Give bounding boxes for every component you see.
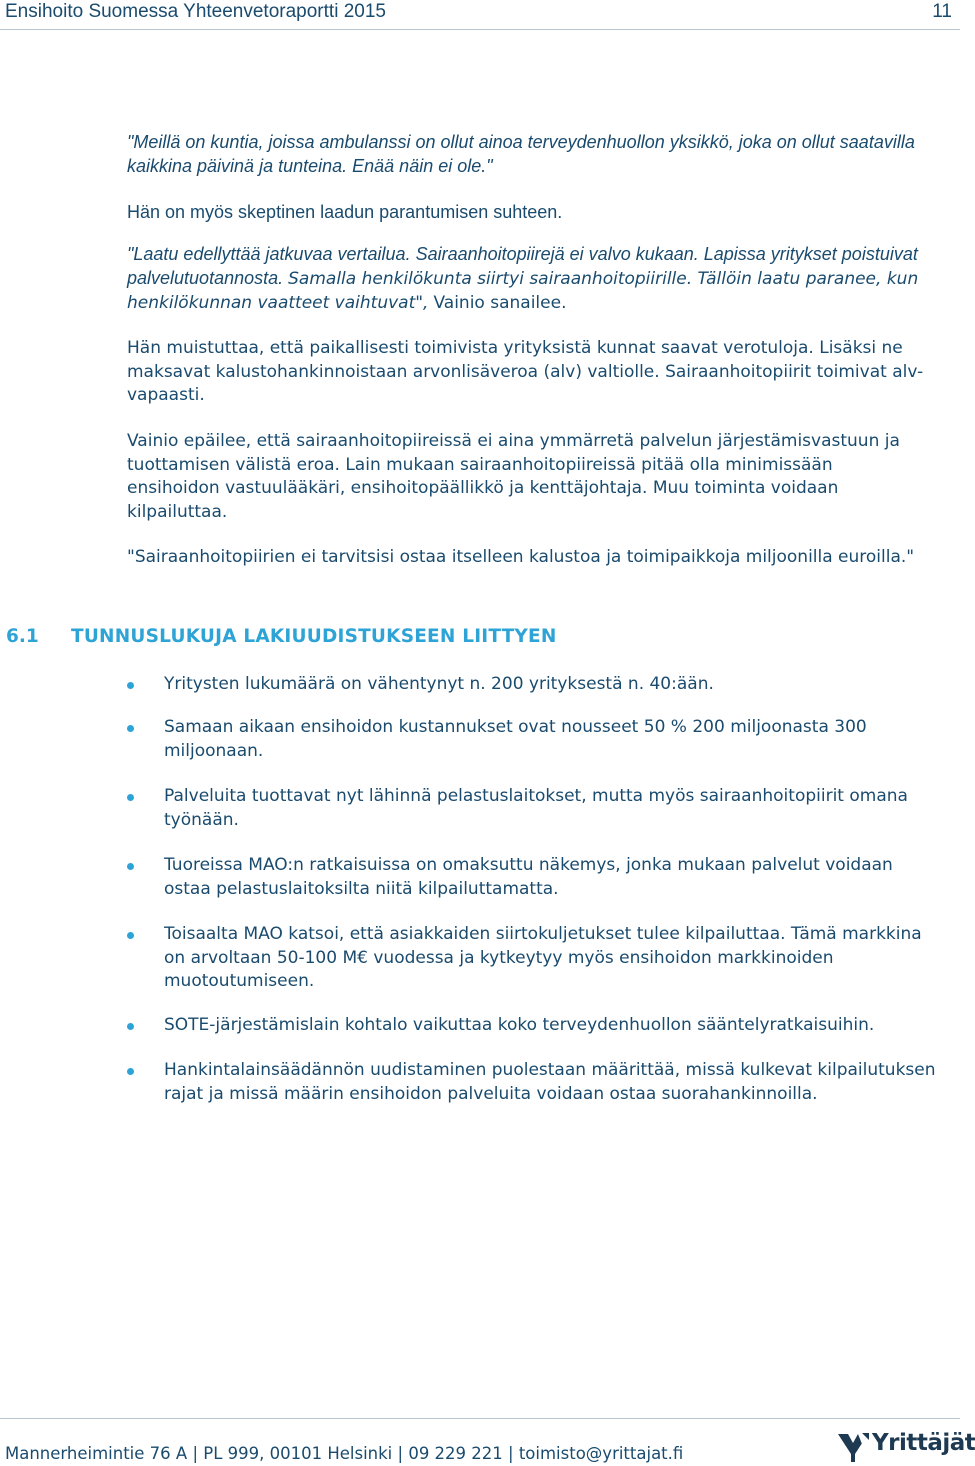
quote-ambulance: "Meillä on kuntia, joissa ambulanssi on ollut ainoa terveydenhuollon yksikkö, joka on ollut saatavilla kaikkina päivinä ja tunteina. Enää näin ei ole." [127, 132, 915, 176]
paragraph-skeptic: Hän on myös skeptinen laadun parantumisen suhteen. [127, 202, 563, 222]
list-item: Hankintalainsäädännön uudistaminen puolestaan määrittää, missä kulkevat kilpailutuksen rajat ja missä määrin ensihoidon palveluita voidaan ostaa suorahankinnoilla. [164, 1060, 936, 1104]
quote-quality-part-a: "Laatu edellyttää jatkuvaa vertailua. Sairaanhoitopiirejä ei valvo kukaan. Lapissa yritykset poistuivat palvelutuotannosta. [127, 244, 918, 288]
bullet-dot [127, 725, 134, 732]
quote-quality-part-b: Samalla henkilökunta siirtyi sairaanhoitopiirille. Tällöin laatu paranee, kun henkilökunnan vaatteet vaihtuvat", [127, 268, 919, 313]
bullet-dot [127, 863, 134, 870]
paragraph-doubt: Vainio epäilee, että sairaanhoitopiireissä ei aina ymmärretä palvelun järjestämisvastuun ja tuottamisen välistä eroa. Lain mukaan sairaanhoitopiireissä pitää olla minimissään ensihoidon vastuulääkäri, ensihoitopäällikkö ja kenttäjohtaja. Muu toiminta voidaan kilpailuttaa. [127, 431, 900, 522]
section-number: 6.1 [6, 626, 39, 647]
logo-mark-icon [836, 1430, 870, 1464]
quote-quality-attribution: Vainio sanailee. [433, 293, 567, 313]
list-item: Palveluita tuottavat nyt lähinnä pelastuslaitokset, mutta myös sairaanhoitopiirit omana työnään. [164, 786, 908, 830]
footer-divider [0, 1418, 960, 1419]
list-item: SOTE-järjestämislain kohtalo vaikuttaa koko terveydenhuollon sääntelyratkaisuihin. [164, 1015, 875, 1035]
paragraph-tax: Hän muistuttaa, että paikallisesti toimivista yrityksistä kunnat saavat verotuloja. Lisäksi ne maksavat kalustohankinnoistaan arvonlisäveroa (alv) valtiolle. Sairaanhoitopiirit toimivat alv-vapaasti. [127, 338, 924, 405]
footer-address: Mannerheimintie 76 A | PL 999, 00101 Helsinki | 09 229 221 | toimisto@yrittajat.fi [5, 1444, 684, 1463]
logo-wordmark: Yrittäjät [872, 1430, 975, 1456]
bullet-dot [127, 794, 134, 801]
list-item: Samaan aikaan ensihoidon kustannukset ovat nousseet 50 % 200 miljoonasta 300 miljoonaan. [164, 717, 867, 761]
bullet-dot [127, 1023, 134, 1030]
bullet-dot [127, 682, 134, 689]
bullet-dot [127, 932, 134, 939]
quote-quality [127, 243, 927, 316]
list-item: Toisaalta MAO katsoi, että asiakkaiden siirtokuljetukset tulee kilpailuttaa. Tämä markkina on arvoltaan 50-100 M€ vuodessa ja kytkeytyy myös ensihoidon markkinoiden muotoutumiseen. [164, 924, 922, 991]
bullet-dot [127, 1068, 134, 1075]
list-item: Tuoreissa MAO:n ratkaisuissa on omaksuttu näkemys, jonka mukaan palvelut voidaan ostaa pelastuslaitoksilta niitä kilpailuttamatta. [164, 855, 893, 899]
paragraph-quote-equipment: "Sairaanhoitopiirien ei tarvitsisi ostaa itselleen kalustoa ja toimipaikkoja miljoonilla euroilla." [127, 547, 915, 567]
list-item: Yritysten lukumäärä on vähentynyt n. 200 yrityksestä n. 40:ään. [164, 674, 714, 694]
document-title: Ensihoito Suomessa Yhteenvetoraportti 2015 [5, 1, 386, 22]
section-title: TUNNUSLUKUJA LAKIUUDISTUKSEEN LIITTYEN [71, 626, 557, 647]
yrittajat-logo [836, 1430, 975, 1466]
header-divider [0, 29, 960, 30]
page-number: 11 [932, 1, 952, 22]
page-header [0, 0, 960, 28]
